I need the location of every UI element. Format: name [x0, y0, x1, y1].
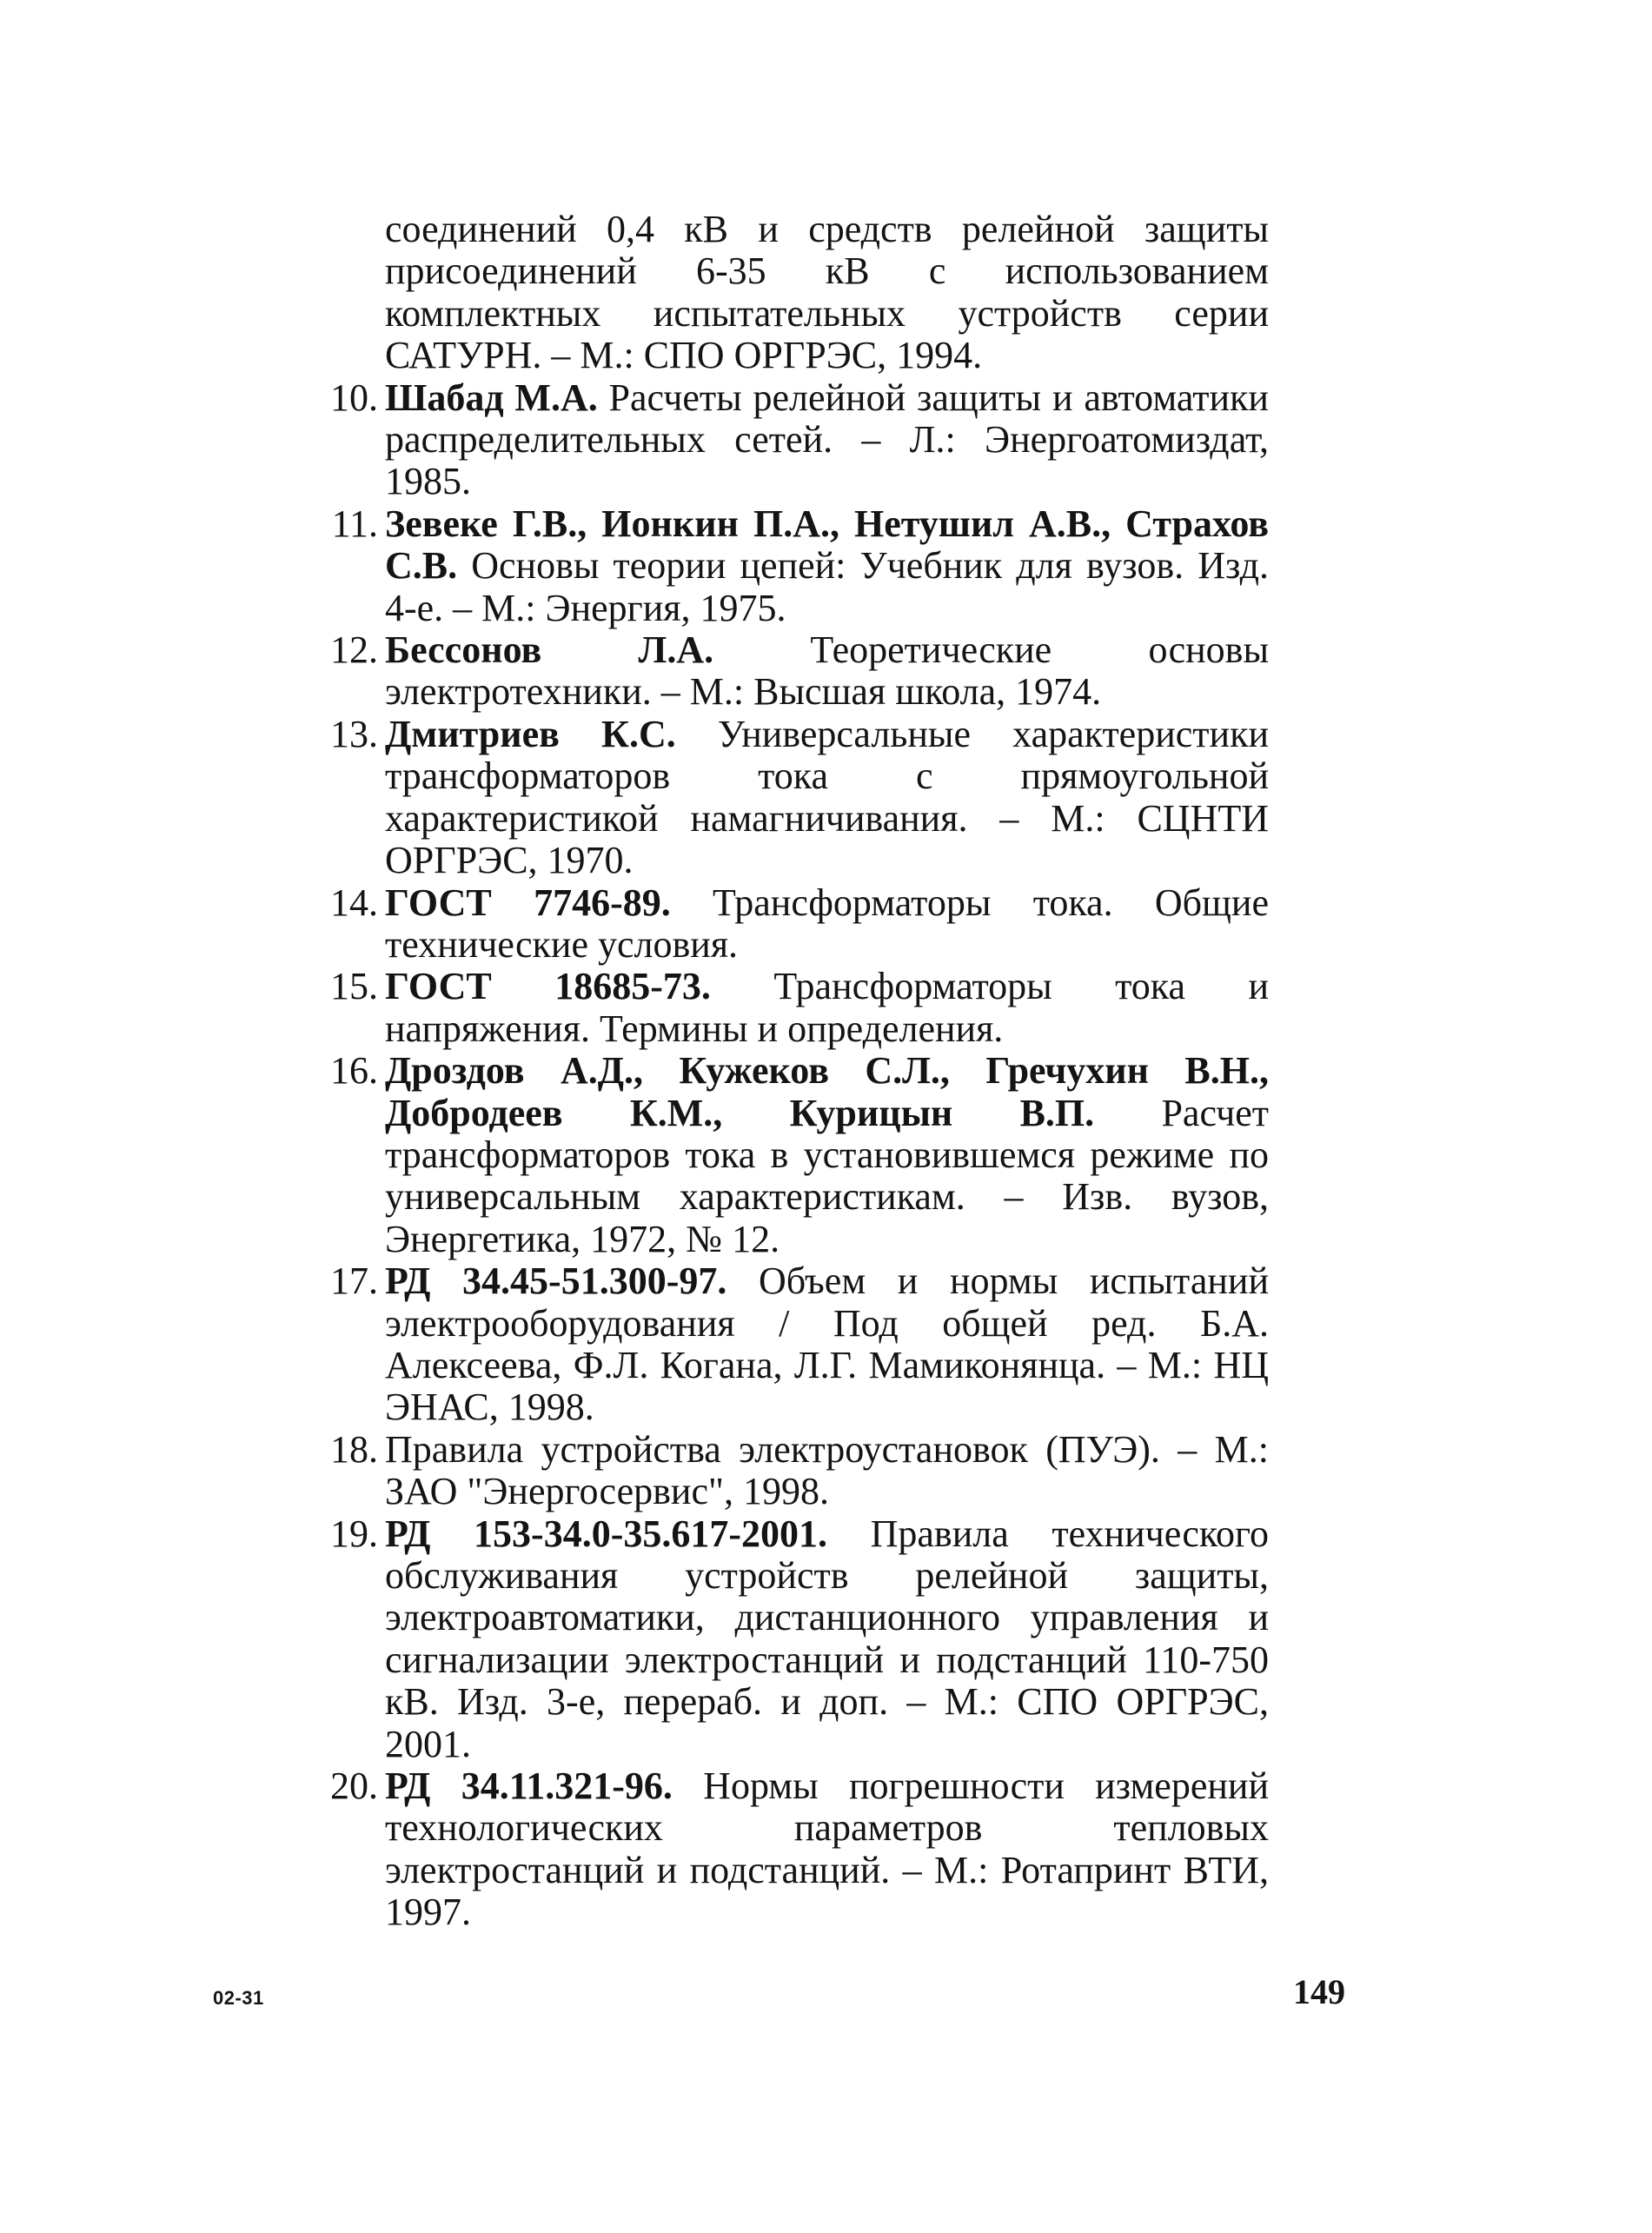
- reference-text: Нормы погрешности измерений технологических параметров тепловых электростанций и подстанций. – М.: Ротапринт ВТИ, 1997.: [385, 1764, 1269, 1934]
- reference-text: соединений 0,4 кВ и средств релейной защиты присоединений 6-35 кВ с использованием комплектных испытательных устройств серии САТУРН. – М.: СПО ОРГРЭС, 1994.: [385, 208, 1269, 377]
- reference-text: Правила устройства электроустановок (ПУЭ). – М.: ЗАО "Энергосервис", 1998.: [385, 1427, 1269, 1513]
- reference-number: 15.: [330, 965, 378, 1008]
- reference-entry: [326, 1050, 1269, 1260]
- reference-number: 14.: [330, 881, 378, 924]
- reference-number: 20.: [330, 1764, 378, 1808]
- reference-author: ГОСТ 7746-89.: [385, 881, 671, 924]
- reference-entry: [326, 966, 1269, 1050]
- reference-entry: [326, 1765, 1269, 1934]
- reference-text: Расчет трансформаторов тока в установившемся режиме по универсальным характеристикам. – Изв. вузов, Энергетика, 1972, № 12.: [385, 1091, 1269, 1260]
- reference-text: Расчеты релейной защиты и автоматики распределительных сетей. – Л.: Энергоатомиздат, 1985.: [385, 375, 1269, 503]
- reference-author: Бессонов Л.А.: [385, 628, 714, 672]
- reference-author: РД 34.45-51.300-97.: [385, 1259, 727, 1303]
- reference-entry: [326, 882, 1269, 967]
- reference-entry: [326, 714, 1269, 882]
- reference-author: РД 34.11.321-96.: [385, 1764, 673, 1808]
- reference-text: Объем и нормы испытаний электрооборудования / Под общей ред. Б.А. Алексеева, Ф.Л. Когана, Л.Г. Мамиконянца. – М.: НЦ ЭНАС, 1998.: [385, 1259, 1269, 1429]
- reference-entry: [326, 1429, 1269, 1513]
- reference-author: Шабад М.А.: [385, 375, 598, 419]
- reference-list: [326, 209, 1269, 1934]
- reference-number: 10.: [330, 375, 378, 419]
- reference-entry: [326, 1260, 1269, 1429]
- reference-author: Дроздов А.Д., Кужеков С.Л., Гречухин В.Н., Добродеев К.М., Курицын В.П.: [385, 1049, 1269, 1134]
- reference-entry: [326, 1513, 1269, 1765]
- reference-author: ГОСТ 18685-73.: [385, 965, 711, 1008]
- page-number: 149: [1293, 1972, 1345, 2011]
- reference-text: Трансформаторы тока и напряжения. Термины и определения.: [385, 965, 1269, 1050]
- reference-entry: [326, 209, 1269, 377]
- reference-number: 13.: [330, 712, 378, 755]
- reference-entry: [326, 503, 1269, 629]
- reference-author: РД 153-34.0-35.617-2001.: [385, 1512, 828, 1555]
- reference-text: Правила технического обслуживания устройств релейной защиты, электроавтоматики, дистанционного управления и сигнализации электростанций и подстанций 110-750 кВ. Изд. 3-е, перераб. и доп. – М.: СПО ОРГРЭС, 2001.: [385, 1512, 1269, 1765]
- reference-text: Универсальные характеристики трансформаторов тока с прямоугольной характеристикой намагничивания. – М.: СЦНТИ ОРГРЭС, 1970.: [385, 712, 1269, 882]
- reference-author: Зевеке Г.В., Ионкин П.А., Нетушил А.В., Страхов С.В.: [385, 502, 1269, 588]
- reference-number: 17.: [330, 1259, 378, 1303]
- reference-number: 16.: [330, 1049, 378, 1093]
- reference-number: 12.: [330, 628, 378, 672]
- reference-number: 18.: [330, 1427, 378, 1471]
- print-code: 02-31: [213, 1987, 264, 2009]
- reference-text: Основы теории цепей: Учебник для вузов. Изд. 4-е. – М.: Энергия, 1975.: [385, 544, 1269, 629]
- reference-entry: [326, 629, 1269, 714]
- reference-text: Трансформаторы тока. Общие технические условия.: [385, 881, 1270, 966]
- reference-entry: [326, 377, 1269, 503]
- reference-number: 19.: [330, 1512, 378, 1555]
- reference-author: Дмитриев К.С.: [385, 712, 676, 755]
- reference-text: Теоретические основы электротехники. – М.: Высшая школа, 1974.: [385, 628, 1270, 714]
- reference-number: 11.: [331, 502, 378, 545]
